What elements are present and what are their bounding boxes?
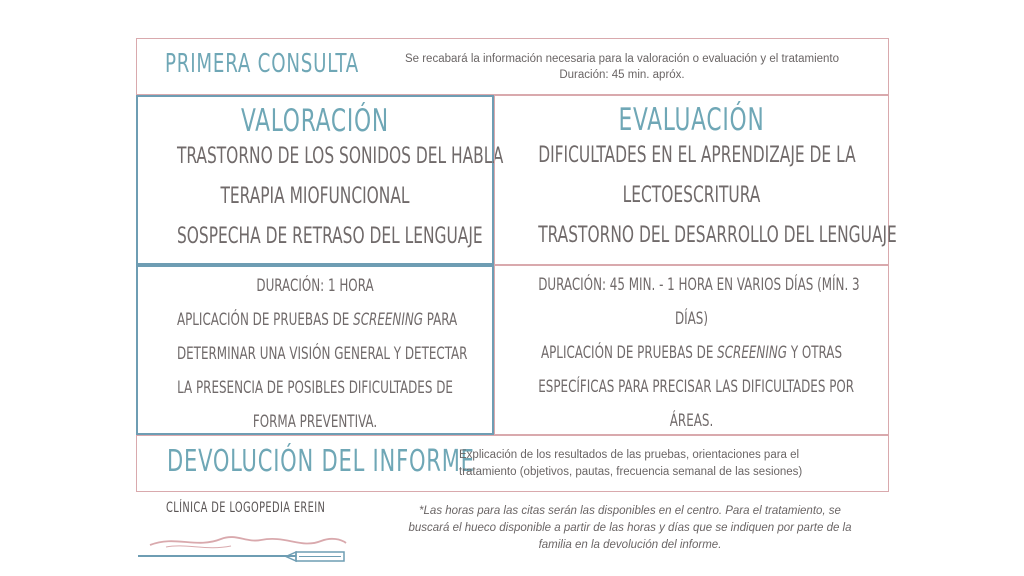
valoracion-desc-line3: LA PRESENCIA DE POSIBLES DIFICULTADES DE (177, 378, 453, 398)
evaluacion-desc-line3: ÁREAS. (669, 411, 714, 431)
evaluacion-desc-line2: ESPECÍFICAS PARA PRECISAR LAS DIFICULTADES POR (538, 377, 855, 397)
evaluacion-item-2: LECTOESCRITURA (622, 183, 761, 208)
valoracion-details-box (136, 265, 494, 435)
evaluacion-duration-line1: DURACIÓN: 45 MIN. - 1 HORA EN VARIOS DÍAS (MÍN. 3 (538, 275, 860, 295)
evaluacion-duration-line2: DÍAS) (674, 309, 709, 329)
valoracion-desc-line2: DETERMINAR UNA VISIÓN GENERAL Y DETECTAR (176, 344, 468, 364)
primera-consulta-title: PRIMERA CONSULTA (165, 49, 360, 79)
primera-consulta-box (136, 38, 889, 95)
devolucion-desc-line2: tratamiento (objetivos, pautas, frecuencia semanal de las sesiones) (459, 466, 803, 478)
primera-consulta-desc-line1: Se recabará la información necesaria para la valoración o evaluación y el tratamiento (404, 53, 840, 65)
logo-pencil-line-icon (136, 527, 351, 567)
valoracion-desc-line1: APLICACIÓN DE PRUEBAS DE SCREENING PARA (176, 310, 458, 330)
evaluacion-item-1: DIFICULTADES EN EL APRENDIZAJE DE LA (538, 143, 856, 168)
footer-note (372, 503, 888, 554)
valoracion-desc-line4: FORMA PREVENTIVA. (252, 412, 378, 432)
evaluacion-title: EVALUACIÓN (618, 102, 765, 138)
evaluacion-details-box (494, 265, 889, 435)
footer-note-line3: familia en la devolución del informe. (538, 539, 722, 551)
devolucion-desc-line1: Explicación de los resultados de las pruebas, orientaciones para el (459, 449, 800, 461)
primera-consulta-duration: Duración: 45 min. apróx. (559, 69, 685, 81)
screening-emphasis: SCREENING (353, 310, 424, 330)
evaluacion-desc-line1: APLICACIÓN DE PRUEBAS DE SCREENING Y OTRAS (540, 343, 843, 363)
valoracion-item-3: SOSPECHA DE RETRASO DEL LENGUAJE (176, 224, 483, 249)
devolucion-description (459, 447, 879, 481)
valoracion-title: VALORACIÓN (241, 103, 389, 139)
devolucion-box (136, 435, 889, 492)
valoracion-item-1: TRASTORNO DE LOS SONIDOS DEL HABLA (176, 144, 504, 169)
valoracion-box (136, 95, 504, 265)
evaluacion-item-3: TRASTORNO DEL DESARROLLO DEL LENGUAJE (538, 223, 897, 248)
clinic-name: CLÍNICA DE LOGOPEDIA EREIN (166, 500, 326, 516)
devolucion-title: DEVOLUCIÓN DEL INFORME (167, 444, 475, 479)
footer-note-line1: *Las horas para las citas serán las disponibles en el centro. Para el tratamiento, se (419, 505, 841, 517)
evaluacion-box (494, 95, 897, 265)
footer-note-line2: buscará el hueco disponible a partir de las horas y días que se indiquen por parte de la (408, 522, 852, 534)
valoracion-item-2: TERAPIA MIOFUNCIONAL (220, 184, 410, 209)
screening-emphasis: SCREENING (717, 343, 788, 363)
valoracion-duration: DURACIÓN: 1 HORA (256, 276, 374, 296)
primera-consulta-description (359, 51, 885, 83)
